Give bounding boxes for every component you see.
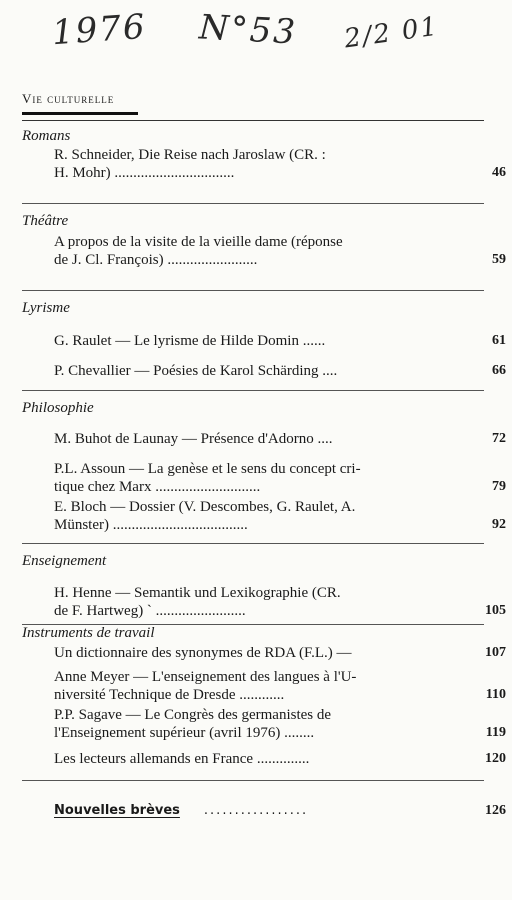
top-divider [22, 120, 484, 121]
category-title: Lyrisme [22, 300, 70, 316]
nouvelles-dots: ................. [203, 803, 309, 818]
toc-page-number: 119 [485, 725, 506, 740]
toc-entry[interactable] [54, 706, 512, 742]
toc-entry-text: de J. Cl. François) ........................ [54, 252, 258, 268]
category-title: Théâtre [22, 213, 69, 229]
toc-entry[interactable] [54, 146, 512, 182]
toc-entry[interactable] [54, 460, 512, 496]
toc-entry[interactable] [54, 750, 512, 768]
toc-entry-text: l'Enseignement supérieur (avril 1976) ........ [54, 725, 315, 741]
toc-page-number: 66 [492, 363, 506, 378]
toc-entry-nouvelles[interactable] [54, 803, 512, 818]
toc-entry-text: Un dictionnaire des synonymes de RDA (F.L.) — [54, 645, 352, 661]
category-divider [22, 290, 484, 291]
toc-page-number: 92 [492, 517, 506, 532]
toc-page-number: 46 [492, 165, 506, 180]
category-title: Instruments de travail [22, 625, 155, 641]
toc-entry-text: R. Schneider, Die Reise nach Jaroslaw (CR. : [54, 147, 326, 163]
toc-entry-text: A propos de la visite de la vieille dame (réponse [54, 234, 343, 250]
toc-page-number: 120 [485, 751, 506, 766]
toc-page-number: 107 [485, 645, 506, 660]
toc-entry-text: P.P. Sagave — Le Congrès des germanistes de [54, 707, 332, 723]
category-divider [22, 203, 484, 204]
category-title: Romans [22, 128, 71, 144]
handwritten-number: N°53 [198, 7, 299, 53]
toc-entry[interactable] [54, 498, 512, 534]
toc-entry-text: niversité Technique de Dresde ............ [54, 687, 285, 703]
category-title: Philosophie [22, 400, 94, 416]
final-divider [22, 780, 484, 781]
toc-entry-text: Les lecteurs allemands en France .............. [54, 751, 310, 767]
category-divider [22, 390, 484, 391]
section-title: Vie culturelle [22, 91, 115, 106]
category-divider [22, 543, 484, 544]
handwritten-fraction: 2/2 01 [342, 11, 441, 55]
toc-entry-text: H. Henne — Semantik und Lexikographie (CR. [54, 585, 341, 601]
toc-entry-text: E. Bloch — Dossier (V. Descombes, G. Raulet, A. [54, 499, 356, 515]
toc-page-number: 72 [492, 431, 506, 446]
toc-page-number: 105 [485, 603, 506, 618]
toc-page-number: 126 [485, 803, 506, 818]
toc-entry[interactable] [54, 233, 512, 269]
toc-entry-text: G. Raulet — Le lyrisme de Hilde Domin ...... [54, 333, 326, 349]
toc-entry[interactable] [54, 332, 512, 350]
toc-entry-text: de F. Hartweg) ` ........................ [54, 603, 246, 619]
toc-page-number: 59 [492, 252, 506, 267]
toc-entry-text: P. Chevallier — Poésies de Karol Schärding .... [54, 363, 338, 379]
handwritten-year: 1976 [50, 6, 148, 54]
nouvelles-label: Nouvelles brèves [54, 803, 180, 818]
toc-entry[interactable] [54, 668, 512, 704]
toc-entry-text: P.L. Assoun — La genèse et le sens du concept cri- [54, 461, 361, 477]
category-title: Enseignement [22, 553, 107, 569]
toc-entry[interactable] [54, 644, 512, 662]
toc-entry-text: H. Mohr) ................................ [54, 165, 235, 181]
handwritten-annotation [50, 6, 441, 55]
toc-page-number: 110 [485, 687, 506, 702]
toc-entry[interactable] [54, 584, 512, 620]
toc-entry-text: Anne Meyer — L'enseignement des langues à l'U- [54, 669, 357, 685]
toc-entry-text: tique chez Marx ............................ [54, 479, 261, 495]
toc-entry-text: M. Buhot de Launay — Présence d'Adorno .... [54, 431, 333, 447]
toc-page-number: 79 [492, 479, 506, 494]
toc-entry[interactable] [54, 362, 512, 380]
section-title-underline [22, 112, 138, 115]
toc-entry-text: Münster) .................................... [54, 517, 248, 533]
toc-page-number: 61 [492, 333, 506, 348]
toc-entry[interactable] [54, 430, 512, 448]
